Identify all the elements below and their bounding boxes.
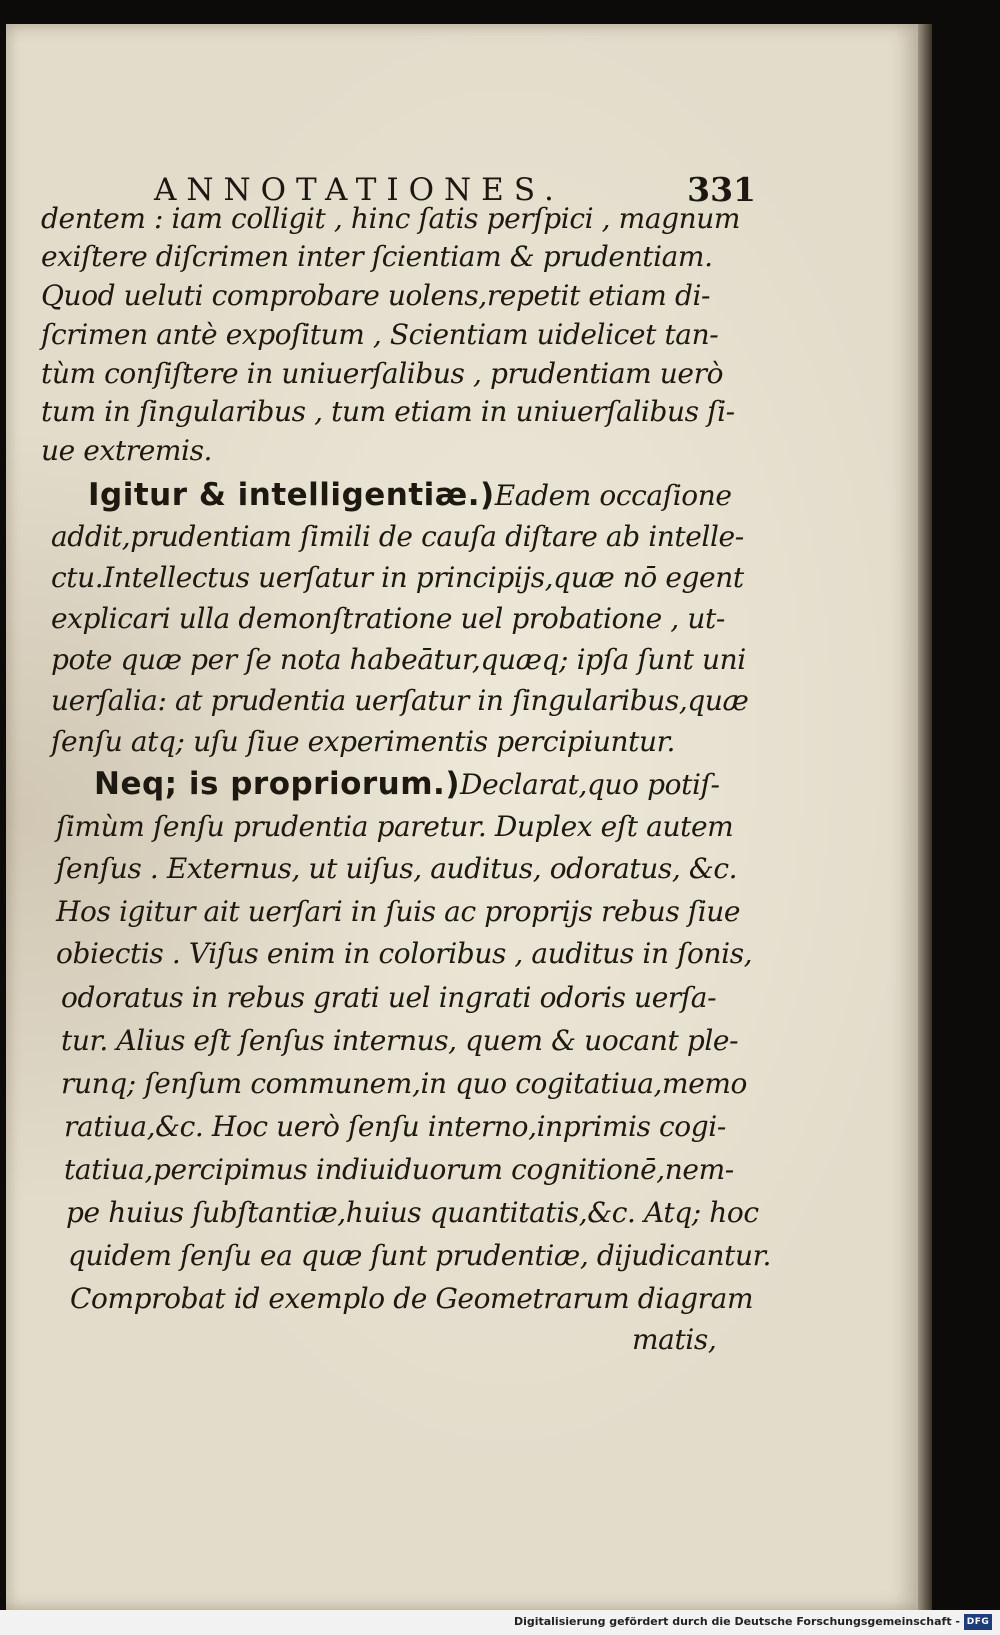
text-line (56, 935, 752, 973)
text-line (41, 277, 710, 315)
line-text: Quod ueluti comprobare uolens,repetit etiam di- (41, 279, 711, 312)
text-line (51, 641, 746, 679)
text-line (51, 723, 675, 761)
text-line (632, 1321, 716, 1359)
page-number: 331 (687, 170, 756, 209)
line-text: tur. Alius eſt ſenſus internus, quem & uocant ple- (61, 1024, 739, 1057)
line-text: dentem : iam colligit , hinc ſatis perſpici , magnum (41, 202, 741, 235)
text-line (51, 559, 744, 597)
text-line (61, 1022, 738, 1060)
text-line (61, 1065, 747, 1103)
line-text: pe huius ſubſtantiæ,huius quantitatis,&c. Atq; hoc (66, 1196, 759, 1229)
line-text: ſenſus . Externus, ut uiſus, auditus, odoratus, &c. (56, 852, 738, 885)
dfg-logo: DFG (964, 1614, 992, 1630)
text-line (51, 600, 725, 638)
text-line (51, 518, 744, 556)
text-line (41, 316, 718, 354)
text-line (70, 1280, 753, 1318)
line-text: ſcrimen antè expoſitum , Scientiam uidelicet tan- (41, 318, 719, 351)
text-line (56, 850, 737, 888)
line-text: ſimùm ſenſu prudentia paretur. Duplex eſt autem (56, 810, 734, 843)
lemma: Igitur & intelligentiæ.) (88, 477, 495, 513)
text-line (64, 1151, 734, 1189)
line-text: Hos igitur ait uerſari in ſuis ac proprijs rebus ſiue (56, 895, 741, 928)
text-line (41, 355, 723, 393)
line-text: tum in ſingularibus , tum etiam in uniuerſalibus ſi- (41, 395, 735, 428)
text-line (66, 1194, 759, 1232)
text-line (41, 432, 212, 470)
line-text: Eadem occaſione (494, 479, 732, 512)
text-line (64, 1108, 726, 1146)
text-line (68, 1237, 771, 1275)
line-text: quidem ſenſu ea quæ ſunt prudentiæ, dijudicantur. (68, 1239, 772, 1272)
text-line (41, 200, 740, 238)
line-text: obiectis . Viſus enim in coloribus , auditus in ſonis, (56, 937, 753, 970)
line-text: addit,prudentiam ſimili de cauſa diſtare ab intelle- (51, 520, 744, 553)
text-line (41, 238, 713, 276)
line-text: pote quæ per ſe nota habeātur,quæq; ipſa ſunt uni (51, 643, 746, 676)
running-head: ANNOTATIONES. (154, 172, 564, 208)
text-line (56, 808, 733, 846)
book-page (6, 24, 918, 1610)
line-text: runq; ſenſum communem,in quo cogitatiua,memo (61, 1067, 747, 1100)
lemma: Neq; is propriorum.) (94, 766, 461, 802)
text-line (61, 979, 716, 1017)
line-text: ctu.Intellectus uerſatur in principijs,quæ nō egent (51, 561, 744, 594)
line-text: tùm conſiſtere in uniuerſalibus , prudentiam uerò (41, 357, 724, 390)
line-text: explicari ulla demonſtratione uel probatione , ut- (51, 602, 725, 635)
text-line-lemma (94, 765, 720, 804)
text-line (56, 893, 740, 931)
line-text: ratiua,&c. Hoc uerò ſenſu interno,inprimis cogi- (64, 1110, 726, 1143)
text-line-lemma (88, 476, 732, 515)
line-text: ſenſu atq; uſu ſiue experimentis percipiuntur. (51, 725, 676, 758)
text-line (41, 393, 735, 431)
line-text: ue extremis. (41, 434, 213, 467)
text-line (51, 682, 748, 720)
line-text: odoratus in rebus grati uel ingrati odoris uerſa- (61, 981, 717, 1014)
line-text: matis, (632, 1323, 717, 1356)
line-text: Comprobat id exemplo de Geometrarum diagram (70, 1282, 754, 1315)
line-text: exiſtere diſcrimen inter ſcientiam & prudentiam. (41, 240, 713, 273)
line-text: Declarat,quo potiſ- (460, 768, 720, 801)
line-text: uerſalia: at prudentia uerſatur in ſingularibus,quæ (51, 684, 749, 717)
digitization-footer (0, 1610, 1000, 1635)
page-edge-shadow (918, 24, 932, 1610)
footer-credit: Digitalisierung gefördert durch die Deutsche Forschungsgemeinschaft - (513, 1615, 960, 1628)
line-text: tatiua,percipimus indiuiduorum cognitionē,nem- (64, 1153, 734, 1186)
